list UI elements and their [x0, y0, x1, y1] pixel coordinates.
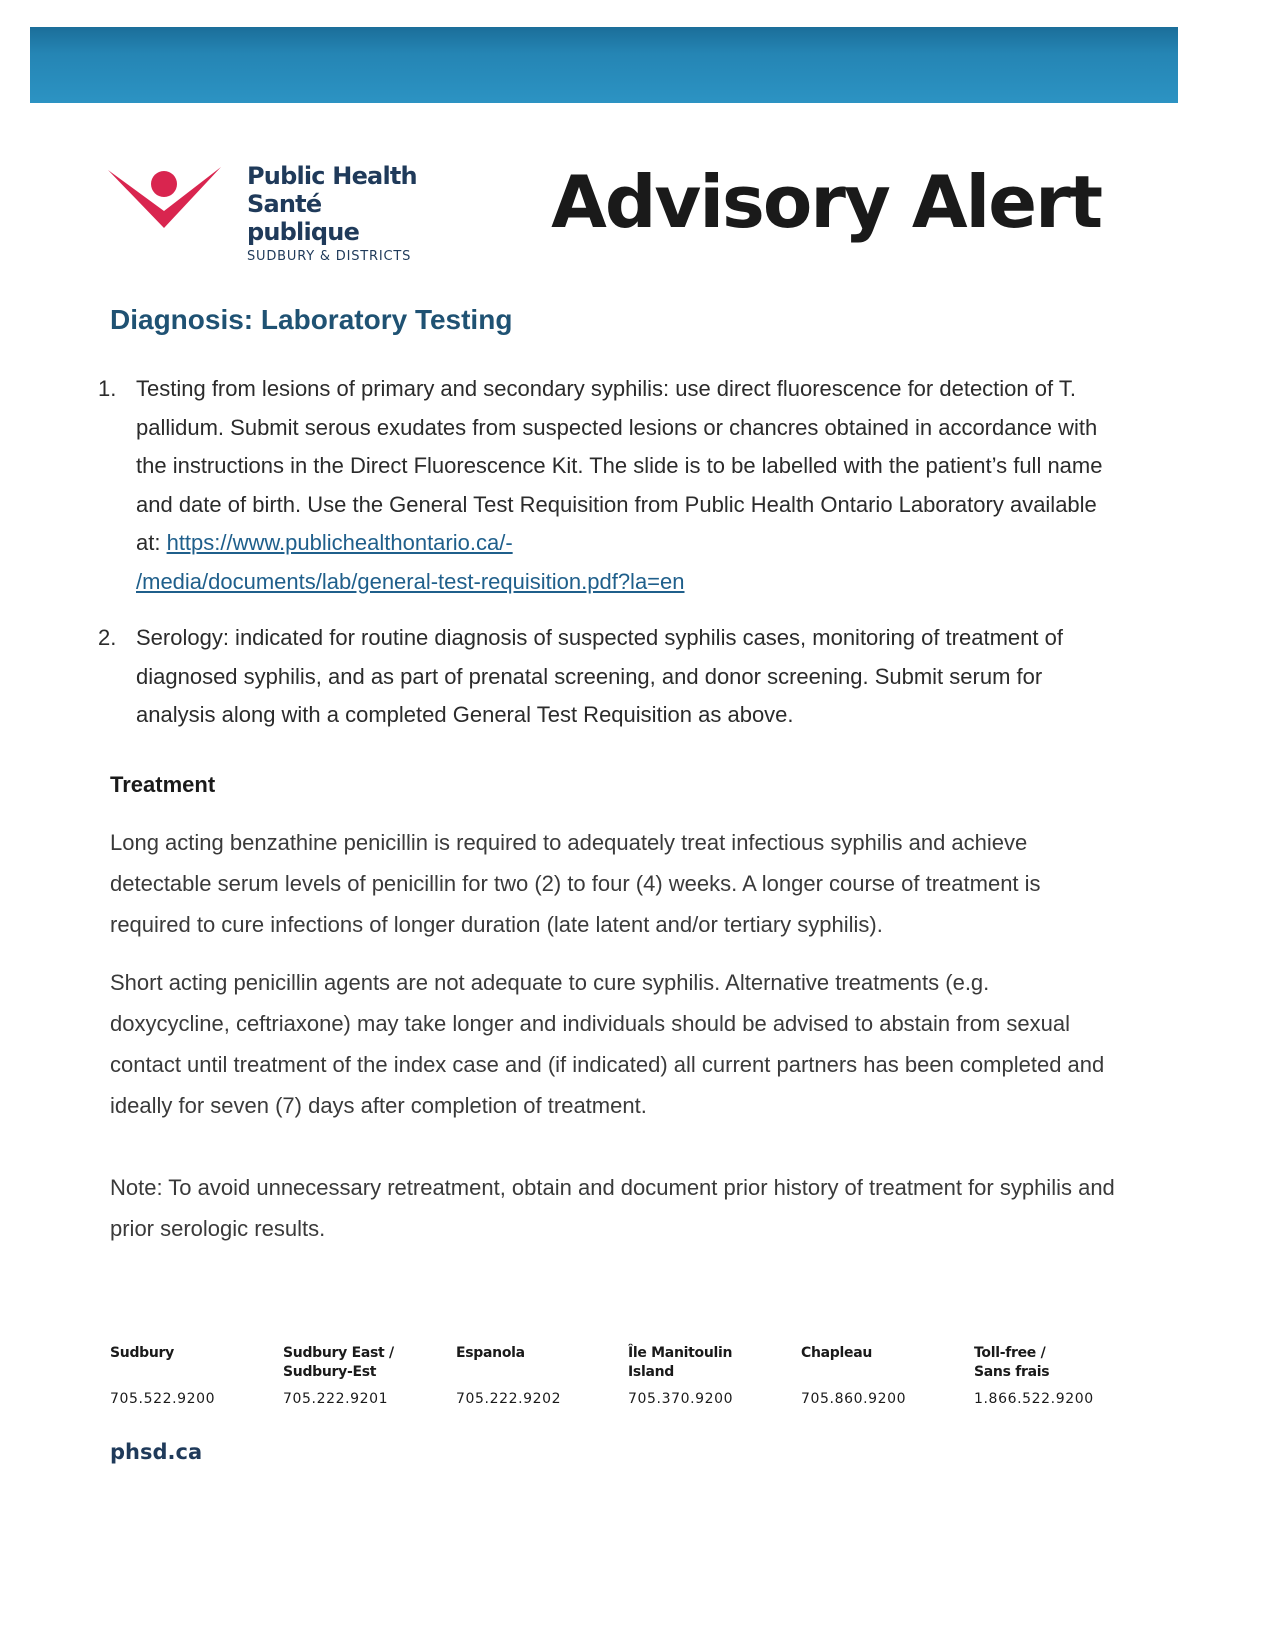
treatment-paragraph: Short acting penicillin agents are not adequate to cure syphilis. Alternative treatments (e.g. doxycycline, ceftriaxone) may take longer and individuals should be advised to abstain from sexual contact until treatment of the index case and (if indicated) all current partners has been completed and ideally for seven (7) days after completion of treatment. [110, 970, 1105, 1118]
requisition-link[interactable] [136, 530, 685, 594]
public-health-logo-icon [104, 162, 224, 237]
office-espanola [456, 1344, 616, 1407]
page-title: Advisory Alert [551, 160, 1101, 244]
office-name: Sudbury [110, 1345, 174, 1361]
logo-name-french: Santé publique [247, 190, 360, 246]
office-name: Espanola [456, 1345, 525, 1361]
list-item [98, 619, 1108, 735]
logo-name-english: Public Health [247, 162, 417, 190]
treatment-note: Note: To avoid unnecessary retreatment, obtain and document prior history of treatment for syphilis and prior serologic results. [110, 1175, 1115, 1241]
office-name: Toll-free / Sans frais [974, 1345, 1050, 1380]
requisition-link-part2: /media/documents/lab/general-test-requisition.pdf?la=en [136, 568, 685, 594]
website-link[interactable]: phsd.ca [110, 1440, 203, 1464]
office-name: Chapleau [801, 1345, 873, 1361]
office-sudbury [110, 1344, 270, 1407]
office-phone: 705.860.9200 [801, 1391, 907, 1407]
list-item [98, 370, 1108, 601]
list-item-text: Testing from lesions of primary and secondary syphilis: use direct fluorescence for detection of T. pallidum. Submit serous exudates from suspected lesions or chancres obtained in accordance with the instructions in the Direct Fluorescence Kit. The slide is to be labelled with the patient’s full name and date of birth. Use the General Test Requisition from Public Health Ontario Laboratory available at: [136, 376, 1103, 555]
treatment-paragraph: Long acting benzathine penicillin is required to adequately treat infectious syphilis and achieve detectable serum levels of penicillin for two (2) to four (4) weeks. A longer course of treatment is required to cure infections of longer duration (late latent and/or tertiary syphilis). [110, 830, 1041, 937]
logo [104, 162, 424, 264]
office-phone: 705.370.9200 [628, 1391, 734, 1407]
office-toll-free [974, 1344, 1134, 1407]
top-banner [30, 27, 1178, 103]
logo-text [247, 162, 424, 264]
office-name: Sudbury East / Sudbury-Est [283, 1345, 394, 1380]
list-item-number: 2. [98, 625, 117, 650]
logo-region: SUDBURY & DISTRICTS [247, 249, 412, 264]
office-sudbury-east [283, 1344, 443, 1407]
requisition-link-part1: https://www.publichealthontario.ca/- [166, 530, 513, 555]
office-manitoulin [628, 1344, 788, 1407]
office-contacts [110, 1344, 1110, 1424]
diagnosis-list [98, 370, 1108, 735]
treatment-heading: Treatment [110, 772, 216, 797]
office-phone: 705.222.9202 [456, 1391, 562, 1407]
office-chapleau [801, 1344, 961, 1407]
office-phone: 705.522.9200 [110, 1391, 216, 1407]
office-phone: 1.866.522.9200 [974, 1391, 1094, 1407]
diagnosis-heading: Diagnosis: Laboratory Testing [110, 304, 513, 335]
list-item-number: 1. [98, 376, 117, 401]
office-phone: 705.222.9201 [283, 1391, 389, 1407]
list-item-text: Serology: indicated for routine diagnosis of suspected syphilis cases, monitoring of treatment of diagnosed syphilis, and as part of prenatal screening, and donor screening. Submit serum for analysis along with a completed General Test Requisition as above. [136, 625, 1063, 727]
office-name: Île Manitoulin Island [628, 1345, 733, 1380]
